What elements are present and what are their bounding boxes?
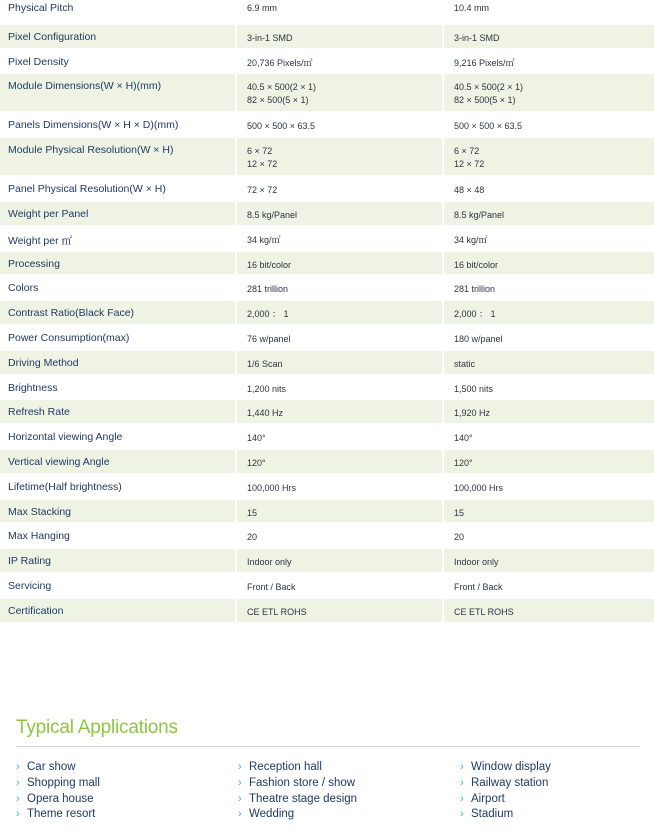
spec-value: 20 (454, 532, 465, 543)
spec-value-column-1 (235, 400, 442, 425)
spec-value: 120° (247, 457, 266, 468)
spec-value-column-1 (235, 0, 442, 25)
spec-value-column-1 (235, 113, 442, 138)
spec-value-column-2 (442, 252, 654, 277)
spec-row (0, 475, 654, 500)
application-item: › Window display (460, 760, 551, 776)
spec-row (0, 202, 654, 227)
spec-value: 1,920 Hz (454, 408, 491, 419)
chevron-right-icon: › (460, 792, 464, 805)
spec-row (0, 450, 654, 475)
spec-row (0, 500, 654, 525)
spec-value: 72 × 72 (247, 185, 278, 196)
spec-value: 100,000 Hrs (247, 482, 297, 493)
spec-row (0, 276, 654, 301)
spec-value: 8.5 kg/Panel (247, 209, 298, 220)
spec-value-column-1 (235, 599, 442, 624)
spec-value-column-2 (442, 113, 654, 138)
spec-value: 500 × 500 × 63.5 (454, 121, 523, 132)
spec-row (0, 74, 654, 113)
chevron-right-icon: › (238, 808, 242, 821)
spec-label: Physical Pitch (0, 0, 235, 25)
spec-value: 9,216 Pixels/㎡ (454, 57, 515, 68)
spec-value: 16 bit/color (454, 259, 499, 270)
chevron-right-icon: › (16, 761, 20, 773)
spec-value-column-1 (235, 326, 442, 351)
spec-value-column-1 (235, 450, 442, 475)
spec-value-column-2 (442, 574, 654, 599)
spec-value-column-2 (442, 326, 654, 351)
spec-label: Refresh Rate (0, 400, 235, 425)
application-item: › Wedding (238, 807, 357, 823)
spec-label: Panel Physical Resolution(W × H) (0, 177, 235, 202)
spec-value-column-2 (442, 500, 654, 525)
spec-value: Indoor only (454, 557, 499, 568)
spec-label: Power Consumption(max) (0, 326, 235, 351)
spec-value-column-2 (442, 74, 654, 113)
spec-value: 281 trillion (247, 284, 289, 295)
spec-value: 140° (454, 433, 473, 444)
spec-value-column-1 (235, 549, 442, 574)
spec-value: 100,000 Hrs (454, 482, 504, 493)
spec-value: 1,440 Hz (247, 408, 284, 419)
spec-value: 3-in-1 SMD (454, 32, 500, 43)
spec-label: Max Hanging (0, 524, 235, 549)
spec-value-column-2 (442, 301, 654, 326)
spec-value-column-1 (235, 351, 442, 376)
spec-label: Panels Dimensions(W × H × D)(mm) (0, 113, 235, 138)
chevron-right-icon: › (460, 808, 464, 821)
spec-value-column-2 (442, 599, 654, 624)
spec-value-column-1 (235, 202, 442, 227)
spec-label: Processing (0, 252, 235, 277)
spec-value: 6.9 mm (247, 3, 278, 13)
spec-value: static (454, 358, 476, 369)
application-item: › Car show (16, 760, 100, 776)
spec-value: 40.5 × 500(2 × 1) (247, 82, 317, 93)
spec-value-column-2 (442, 450, 654, 475)
spec-value-column-2 (442, 276, 654, 301)
spec-value-column-1 (235, 138, 442, 177)
spec-value: 500 × 500 × 63.5 (247, 121, 316, 132)
spec-value: 120° (454, 457, 473, 468)
chevron-right-icon: › (460, 776, 464, 789)
spec-label: Driving Method (0, 351, 235, 376)
application-item: › Theatre stage design (238, 792, 357, 808)
spec-value: CE ETL ROHS (454, 606, 514, 617)
spec-label: Brightness (0, 376, 235, 401)
spec-value-column-2 (442, 351, 654, 376)
chevron-right-icon: › (16, 808, 20, 821)
application-item: › Opera house (16, 792, 100, 808)
spec-value: 15 (247, 507, 258, 518)
applications-title: Typical Applications (16, 717, 178, 738)
spec-value-column-1 (235, 376, 442, 401)
spec-label: IP Rating (0, 549, 235, 574)
application-item: › Railway station (460, 776, 551, 792)
spec-value: CE ETL ROHS (247, 606, 307, 617)
spec-row (0, 177, 654, 202)
applications-column-1 (16, 760, 100, 823)
spec-value-column-2 (442, 400, 654, 425)
spec-row (0, 0, 654, 25)
spec-label: Weight per Panel (0, 202, 235, 227)
spec-value: 2,000 ： 1 (247, 309, 289, 320)
spec-label: Weight per ㎡ (0, 227, 235, 252)
applications-column-3 (460, 760, 551, 823)
spec-value-column-2 (442, 138, 654, 177)
spec-value: 140° (247, 433, 266, 444)
spec-value: 20,736 Pixels/㎡ (247, 57, 313, 68)
spec-value: 6 × 72 (247, 146, 273, 157)
spec-value-column-1 (235, 301, 442, 326)
spec-row (0, 524, 654, 549)
spec-value-column-1 (235, 74, 442, 113)
spec-value: 82 × 500(5 × 1) (247, 95, 309, 106)
spec-value: 1,200 nits (247, 383, 287, 394)
applications-column-2 (238, 760, 357, 823)
application-item: › Airport (460, 792, 551, 808)
chevron-right-icon: › (16, 792, 20, 805)
spec-value: Front / Back (247, 581, 296, 592)
spec-value: Indoor only (247, 557, 292, 568)
spec-label: Lifetime(Half brightness) (0, 475, 235, 500)
spec-row (0, 425, 654, 450)
spec-row (0, 25, 654, 50)
application-item: › Stadium (460, 807, 551, 823)
spec-value-column-1 (235, 500, 442, 525)
spec-label: Module Dimensions(W × H)(mm) (0, 74, 235, 113)
spec-value-column-1 (235, 25, 442, 50)
spec-label: Vertical viewing Angle (0, 450, 235, 475)
spec-row (0, 574, 654, 599)
application-item: › Shopping mall (16, 776, 100, 792)
spec-value-column-2 (442, 50, 654, 75)
spec-value: 1,500 nits (454, 383, 494, 394)
spec-value-column-1 (235, 276, 442, 301)
spec-row (0, 599, 654, 624)
spec-value-column-1 (235, 574, 442, 599)
spec-value-column-1 (235, 425, 442, 450)
spec-value-column-2 (442, 376, 654, 401)
spec-value: 76 w/panel (247, 333, 291, 344)
spec-value: 34 kg/㎡ (247, 234, 281, 245)
spec-label: Pixel Density (0, 50, 235, 75)
applications-divider (16, 746, 640, 747)
spec-value-column-2 (442, 202, 654, 227)
spec-value: 8.5 kg/Panel (454, 209, 505, 220)
spec-row (0, 252, 654, 277)
chevron-right-icon: › (460, 761, 464, 773)
spec-label: Max Stacking (0, 500, 235, 525)
spec-label: Colors (0, 276, 235, 301)
spec-row (0, 50, 654, 75)
spec-value: 15 (454, 507, 465, 518)
spec-label: Contrast Ratio(Black Face) (0, 301, 235, 326)
spec-value-column-2 (442, 227, 654, 252)
spec-value-column-2 (442, 425, 654, 450)
spec-value: 12 × 72 (247, 159, 278, 170)
chevron-right-icon: › (238, 761, 242, 773)
spec-value: Front / Back (454, 581, 503, 592)
spec-label: Certification (0, 599, 235, 624)
spec-value: 34 kg/㎡ (454, 234, 488, 245)
spec-value: 16 bit/color (247, 259, 292, 270)
spec-row (0, 400, 654, 425)
spec-value-column-1 (235, 177, 442, 202)
chevron-right-icon: › (238, 792, 242, 805)
spec-value: 2,000 ： 1 (454, 309, 496, 320)
spec-value-column-2 (442, 549, 654, 574)
spec-value: 10.4 mm (454, 3, 490, 13)
spec-row (0, 113, 654, 138)
spec-row (0, 227, 654, 252)
spec-label: Horizontal viewing Angle (0, 425, 235, 450)
spec-value: 40.5 × 500(2 × 1) (454, 82, 524, 93)
application-item: › Fashion store / show (238, 776, 357, 792)
spec-value: 180 w/panel (454, 333, 503, 344)
spec-value: 82 × 500(5 × 1) (454, 95, 516, 106)
spec-label: Module Physical Resolution(W × H) (0, 138, 235, 177)
spec-row (0, 351, 654, 376)
spec-value: 1/6 Scan (247, 358, 283, 369)
spec-value-column-1 (235, 50, 442, 75)
spec-row (0, 138, 654, 177)
spec-value-column-2 (442, 475, 654, 500)
application-item: › Reception hall (238, 760, 357, 776)
spec-value-column-2 (442, 177, 654, 202)
spec-row (0, 326, 654, 351)
spec-row (0, 376, 654, 401)
spec-value-column-1 (235, 227, 442, 252)
spec-label: Servicing (0, 574, 235, 599)
spec-value: 48 × 48 (454, 185, 485, 196)
spec-value-column-2 (442, 524, 654, 549)
chevron-right-icon: › (238, 776, 242, 789)
spec-value: 281 trillion (454, 284, 496, 295)
chevron-right-icon: › (16, 776, 20, 789)
spec-row (0, 301, 654, 326)
spec-value: 12 × 72 (454, 159, 485, 170)
spec-value-column-1 (235, 524, 442, 549)
spec-value: 3-in-1 SMD (247, 32, 293, 43)
spec-row (0, 549, 654, 574)
application-item: › Theme resort (16, 807, 100, 823)
spec-value: 6 × 72 (454, 146, 480, 157)
spec-value-column-2 (442, 0, 654, 25)
spec-value: 20 (247, 532, 258, 543)
spec-value-column-1 (235, 475, 442, 500)
spec-value-column-1 (235, 252, 442, 277)
spec-label: Pixel Configuration (0, 25, 235, 50)
spec-value-column-2 (442, 25, 654, 50)
